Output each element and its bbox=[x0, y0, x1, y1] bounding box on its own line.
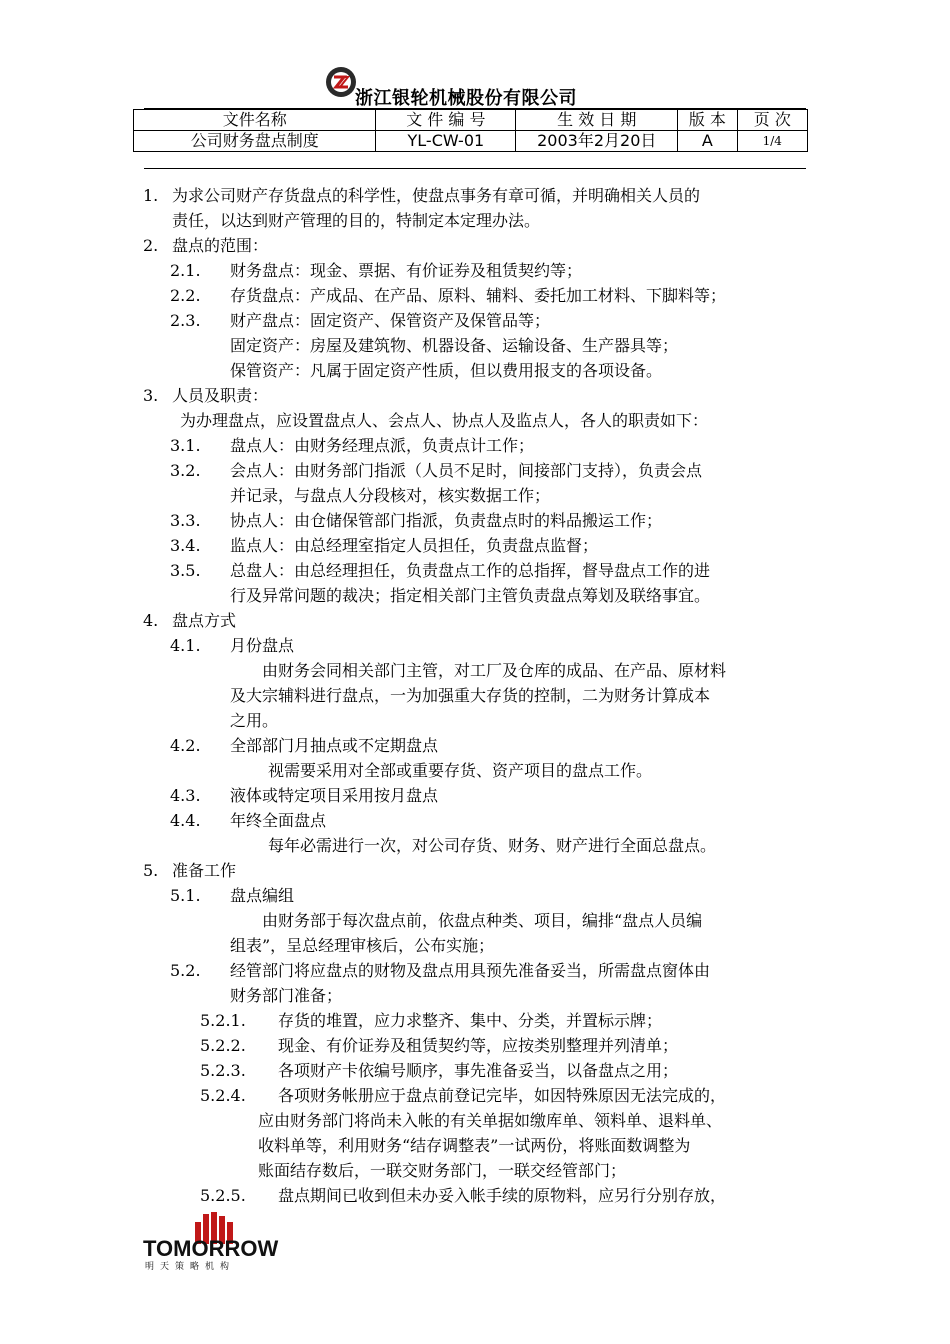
body-line: 及大宗辅料进行盘点，一为加强重大存货的控制，二为财务计算成本 bbox=[230, 686, 711, 705]
body-line: 盘点人：由财务经理点派，负责点计工作； bbox=[230, 436, 535, 455]
document-info-table bbox=[133, 109, 808, 152]
body-line: 人员及职责： bbox=[172, 386, 269, 405]
doc-name-value: 公司财务盘点制度 bbox=[134, 131, 376, 152]
line-number: 5.2.3. bbox=[200, 1061, 246, 1080]
line-number: 5.1. bbox=[170, 886, 201, 905]
body-line: 为求公司财产存货盘点的科学性，使盘点事务有章可循，并明确相关人员的 bbox=[172, 186, 701, 205]
body-line: 由财务部于每次盘点前，依盘点种类、项目，编排“盘点人员编 bbox=[262, 911, 703, 930]
line-number: 4.3. bbox=[170, 786, 201, 805]
line-number: 3.5. bbox=[170, 561, 201, 580]
body-line: 每年必需进行一次，对公司存货、财务、财产进行全面总盘点。 bbox=[268, 836, 717, 855]
body-line: 盘点编组 bbox=[230, 886, 295, 905]
line-number: 5.2.4. bbox=[200, 1086, 246, 1105]
line-number: 4.2. bbox=[170, 736, 201, 755]
body-line: 协点人：由仓储保管部门指派，负责盘点时的料品搬运工作； bbox=[230, 511, 663, 530]
line-number: 1. bbox=[143, 186, 159, 205]
body-line: 财务部门准备； bbox=[230, 986, 343, 1005]
col-name-label: 文件名称 bbox=[134, 110, 376, 131]
line-number: 5.2.5. bbox=[200, 1186, 246, 1205]
line-number: 5. bbox=[143, 861, 159, 880]
body-line: 经管部门将应盘点的财物及盘点用具预先准备妥当，所需盘点窗体由 bbox=[230, 961, 711, 980]
line-number: 3. bbox=[143, 386, 159, 405]
body-line: 月份盘点 bbox=[230, 636, 295, 655]
body-line: 液体或特定项目采用按月盘点 bbox=[230, 786, 439, 805]
body-line: 并记录，与盘点人分段核对，核实数据工作； bbox=[230, 486, 551, 505]
body-line: 财产盘点：固定资产、保管资产及保管品等； bbox=[230, 311, 551, 330]
body-line: 各项财产卡依编号顺序，事先准备妥当，以备盘点之用； bbox=[278, 1061, 679, 1080]
line-number: 5.2.1. bbox=[200, 1011, 246, 1030]
body-line: 准备工作 bbox=[172, 861, 237, 880]
info-header-row bbox=[134, 110, 808, 131]
body-line: 各项财务帐册应于盘点前登记完毕，如因特殊原因无法完成的， bbox=[278, 1086, 727, 1105]
body-line: 由财务会同相关部门主管，对工厂及仓库的成品、在产品、原材料 bbox=[262, 661, 727, 680]
body-line: 存货盘点：产成品、在产品、原料、辅料、委托加工材料、下脚料等； bbox=[230, 286, 727, 305]
line-number: 4.4. bbox=[170, 811, 201, 830]
line-number: 2.2. bbox=[170, 286, 201, 305]
header-bottom-rule bbox=[144, 168, 806, 169]
body-line: 之用。 bbox=[230, 711, 279, 730]
body-line: 盘点期间已收到但未办妥入帐手续的原物料，应另行分别存放， bbox=[278, 1186, 727, 1205]
brand-text: TOMORROW bbox=[143, 1236, 279, 1261]
doc-page-value: 1/4 bbox=[737, 131, 807, 152]
col-date-label: 生 效 日 期 bbox=[516, 110, 678, 131]
doc-version-value: A bbox=[678, 131, 737, 152]
col-version-label: 版 本 bbox=[678, 110, 737, 131]
line-number: 3.3. bbox=[170, 511, 201, 530]
body-line: 为办理盘点，应设置盘点人、会点人、协点人及监点人，各人的职责如下： bbox=[180, 411, 709, 430]
line-number: 4.1. bbox=[170, 636, 201, 655]
body-line: 账面结存数后，一联交财务部门，一联交经管部门； bbox=[258, 1161, 627, 1180]
body-line: 年终全面盘点 bbox=[230, 811, 327, 830]
line-number: 5.2.2. bbox=[200, 1036, 246, 1055]
line-number: 4. bbox=[143, 611, 159, 630]
body-line: 视需要采用对全部或重要存货、资产项目的盘点工作。 bbox=[268, 761, 653, 780]
body-line: 应由财务部门将尚未入帐的有关单据如缴库单、领料单、退料单、 bbox=[258, 1111, 723, 1130]
line-number: 3.1. bbox=[170, 436, 201, 455]
col-page-label: 页 次 bbox=[737, 110, 807, 131]
company-name: 浙江银轮机械股份有限公司 bbox=[355, 88, 577, 109]
body-line: 盘点的范围： bbox=[172, 236, 269, 255]
body-line: 组表”，呈总经理审核后，公布实施； bbox=[230, 936, 495, 955]
brand-cn-text: 明天策略机构 bbox=[145, 1262, 236, 1272]
body-line: 全部部门月抽点或不定期盘点 bbox=[230, 736, 439, 755]
col-code-label: 文 件 编 号 bbox=[376, 110, 516, 131]
body-line: 存货的堆置，应力求整齐、集中、分类，并置标示牌； bbox=[278, 1011, 663, 1030]
doc-code-value: YL-CW-01 bbox=[376, 131, 516, 152]
body-line: 盘点方式 bbox=[172, 611, 237, 630]
line-number: 2. bbox=[143, 236, 159, 255]
body-line: 总盘人：由总经理担任，负责盘点工作的总指挥，督导盘点工作的进 bbox=[230, 561, 711, 580]
line-number: 5.2. bbox=[170, 961, 201, 980]
line-number: 2.1. bbox=[170, 261, 201, 280]
body-line: 财务盘点：现金、票据、有价证券及租赁契约等； bbox=[230, 261, 583, 280]
body-line: 行及异常问题的裁决；指定相关部门主管负责盘点筹划及联络事宜。 bbox=[230, 586, 711, 605]
tomorrow-brand-logo-icon bbox=[143, 1212, 303, 1272]
line-number: 2.3. bbox=[170, 311, 201, 330]
body-line: 责任，以达到财产管理的目的，特制定本定理办法。 bbox=[172, 211, 541, 230]
body-line: 固定资产：房屋及建筑物、机器设备、运输设备、生产器具等； bbox=[230, 336, 679, 355]
body-line: 保管资产：凡属于固定资产性质，但以费用报支的各项设备。 bbox=[230, 361, 663, 380]
body-line: 收料单等，利用财务“结存调整表”一试两份，将账面数调整为 bbox=[258, 1136, 691, 1155]
body-line: 会点人：由财务部门指派（人员不足时，间接部门支持），负责会点 bbox=[230, 461, 703, 480]
info-value-row bbox=[134, 131, 808, 152]
body-line: 现金、有价证券及租赁契约等，应按类别整理并列清单； bbox=[278, 1036, 679, 1055]
doc-date-value: 2003年2月20日 bbox=[516, 131, 678, 152]
line-number: 3.2. bbox=[170, 461, 201, 480]
company-logo-icon bbox=[325, 66, 357, 98]
body-line: 监点人：由总经理室指定人员担任，负责盘点监督； bbox=[230, 536, 599, 555]
line-number: 3.4. bbox=[170, 536, 201, 555]
